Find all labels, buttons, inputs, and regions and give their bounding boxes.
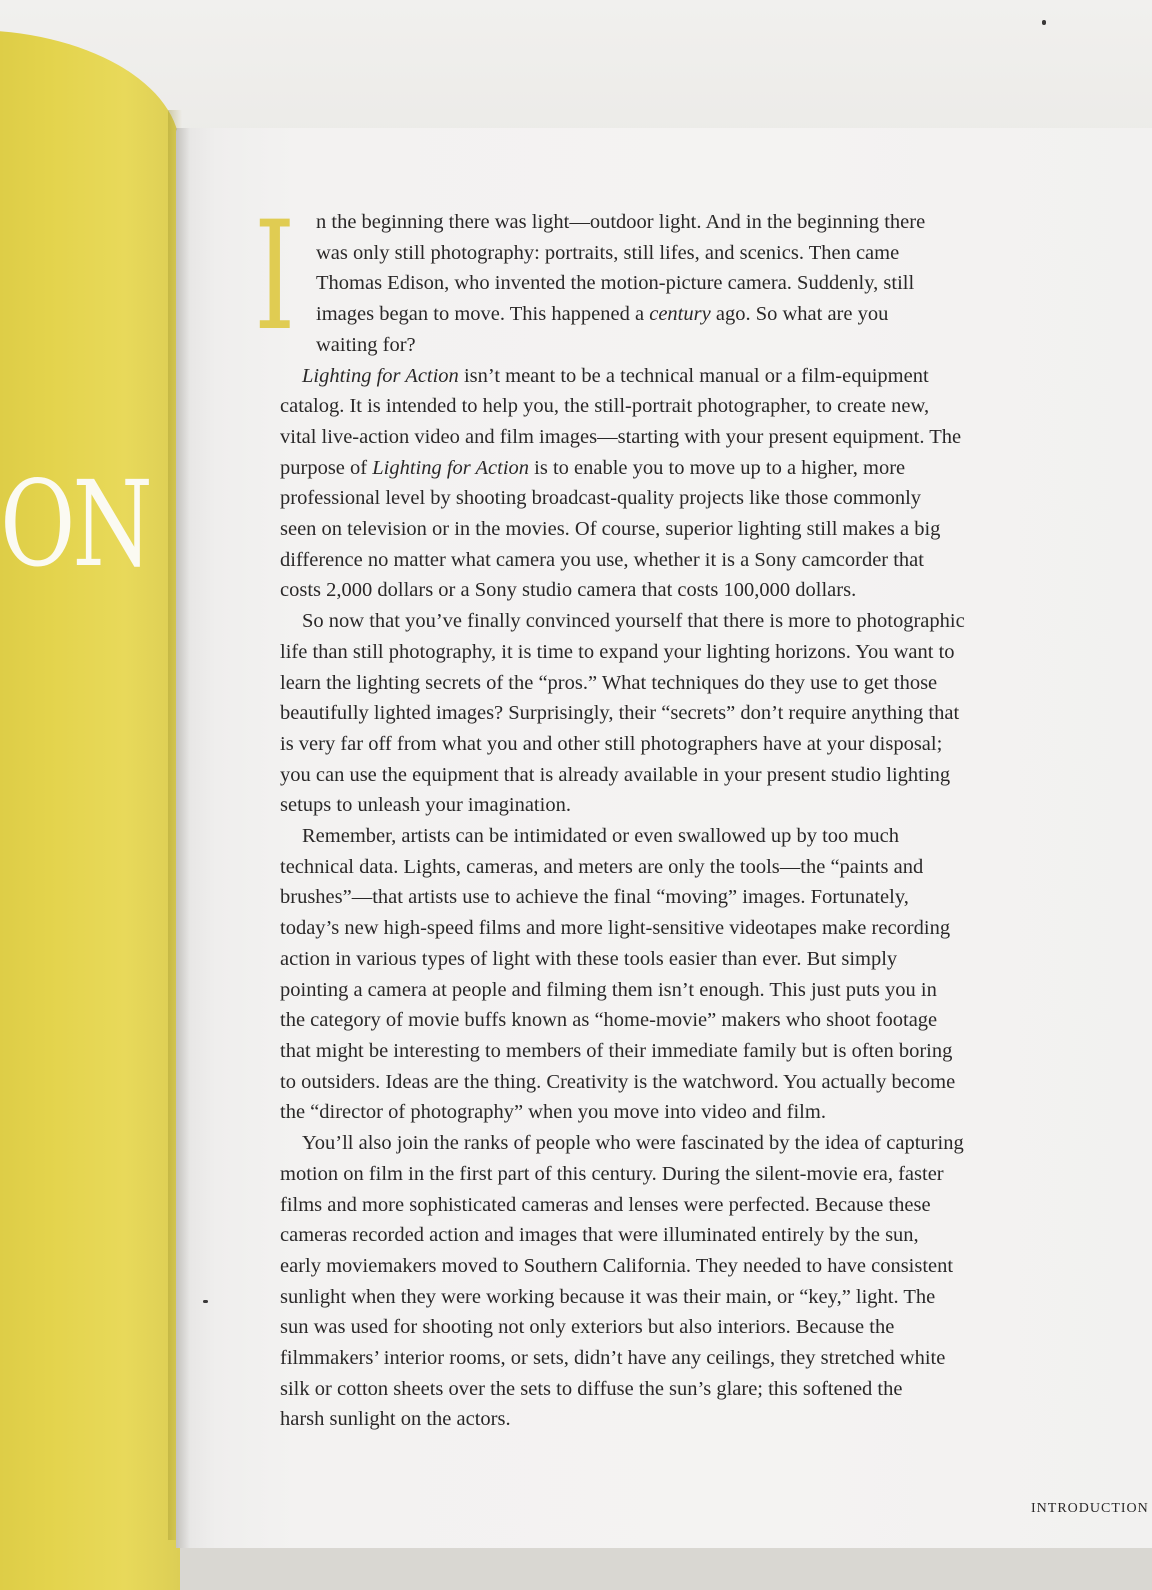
running-footer: INTRODUCTION bbox=[1031, 1501, 1149, 1516]
text-run: images began to move. This happened a bbox=[316, 303, 650, 326]
text-line: pointing a camera at people and filming them isn’t enough. This just puts you in bbox=[280, 978, 937, 1001]
text-line: filmmakers’ interior rooms, or sets, didn’t have any ceilings, they stretched white bbox=[280, 1347, 946, 1370]
text-line: films and more sophisticated cameras and lenses were perfected. Because these bbox=[280, 1193, 931, 1216]
paragraph-1 bbox=[254, 190, 1018, 364]
text-line: costs 2,000 dollars or a Sony studio camera that costs 100,000 dollars. bbox=[280, 579, 857, 602]
text-line: today’s new high-speed films and more light-sensitive videotapes make recording bbox=[280, 917, 951, 940]
text-line: You’ll also join the ranks of people who were fascinated by the idea of capturing bbox=[302, 1132, 964, 1155]
text-line: is very far off from what you and other still photographers have at your disposal; bbox=[280, 732, 943, 755]
paragraph-5 bbox=[258, 1128, 1018, 1435]
text-line: seen on television or in the movies. Of course, superior lighting still makes a big bbox=[280, 518, 941, 541]
text-line: learn the lighting secrets of the “pros.” What techniques do they use to get those bbox=[280, 671, 938, 694]
book-title: Lighting for Action bbox=[372, 456, 530, 479]
text-line: Remember, artists can be intimidated or even swallowed up by too much bbox=[302, 825, 899, 848]
text-line: sunlight when they were working because it was their main, or “key,” light. The bbox=[280, 1285, 936, 1308]
text-line: setups to unleash your imagination. bbox=[280, 794, 571, 817]
text-line: harsh sunlight on the actors. bbox=[280, 1408, 511, 1431]
yellow-left-page bbox=[0, 30, 180, 1590]
emphasis: century bbox=[649, 303, 711, 326]
paragraph-4 bbox=[258, 821, 1018, 1128]
text-run: ago. So what are you bbox=[710, 303, 889, 326]
chapter-title-fragment: ON bbox=[0, 455, 150, 593]
text-line: difference no matter what camera you use, whether it is a Sony camcorder that bbox=[280, 548, 924, 571]
text-line: the category of movie buffs known as “home-movie” makers who shoot footage bbox=[280, 1009, 938, 1032]
text-line: vital live-action video and film images—starting with your present equipment. The bbox=[280, 425, 962, 448]
text-line: brushes”—that artists use to achieve the final “moving” images. Fortunately, bbox=[280, 886, 909, 909]
text-run: isn’t meant to be a technical manual or a film-equipment bbox=[458, 364, 929, 387]
text-line: you can use the equipment that is already available in your present studio lighting bbox=[280, 763, 951, 786]
text-line: technical data. Lights, cameras, and meters are only the tools—the “paints and bbox=[280, 855, 924, 878]
text-line: action in various types of light with these tools easier than ever. But simply bbox=[280, 947, 898, 970]
text-line: motion on film in the first part of this century. During the silent-movie era, faster bbox=[280, 1162, 944, 1185]
body-text bbox=[254, 190, 1018, 1435]
text-line: that might be interesting to members of their immediate family but is often boring bbox=[280, 1039, 953, 1062]
text-line: was only still photography: portraits, still lifes, and scenics. Then came bbox=[316, 241, 900, 264]
text-line: beautifully lighted images? Surprisingly, their “secrets” don’t require anything that bbox=[280, 702, 960, 725]
text-line bbox=[258, 361, 1018, 392]
paragraph-2 bbox=[258, 361, 1018, 607]
spine-shadow bbox=[176, 128, 190, 1548]
text-line: waiting for? bbox=[316, 333, 416, 356]
text-line: to outsiders. Ideas are the thing. Creativity is the watchword. You actually become bbox=[280, 1070, 956, 1093]
book-title: Lighting for Action bbox=[302, 364, 459, 387]
text-line: n the beginning there was light—outdoor light. And in the beginning there bbox=[316, 211, 926, 233]
text-line: professional level by shooting broadcast-quality projects like those commonly bbox=[280, 487, 922, 510]
text-line: sun was used for shooting not only exteriors but also interiors. Because the bbox=[280, 1316, 895, 1339]
text-line: early moviemakers moved to Southern California. They needed to have consistent bbox=[280, 1254, 954, 1277]
text-line bbox=[258, 453, 1018, 484]
dust-speck bbox=[203, 1300, 208, 1303]
text-line bbox=[258, 299, 1018, 330]
text-line: silk or cotton sheets over the sets to diffuse the sun’s glare; this softened the bbox=[280, 1377, 903, 1400]
text-line: So now that you’ve finally convinced yourself that there is more to photographic bbox=[302, 610, 965, 633]
paragraph-3 bbox=[258, 606, 1018, 821]
text-line: cameras recorded action and images that were illuminated entirely by the sun, bbox=[280, 1224, 919, 1247]
dust-speck bbox=[1042, 20, 1046, 25]
text-run: purpose of bbox=[280, 456, 373, 479]
text-line: life than still photography, it is time to expand your lighting horizons. You want to bbox=[280, 640, 955, 663]
text-line: Thomas Edison, who invented the motion-picture camera. Suddenly, still bbox=[316, 272, 915, 295]
drop-cap: I bbox=[254, 190, 296, 364]
text-line: the “director of photography” when you move into video and film. bbox=[280, 1101, 826, 1124]
text-line: catalog. It is intended to help you, the still-portrait photographer, to create new, bbox=[280, 395, 930, 418]
text-run: is to enable you to move up to a higher, more bbox=[529, 456, 906, 479]
